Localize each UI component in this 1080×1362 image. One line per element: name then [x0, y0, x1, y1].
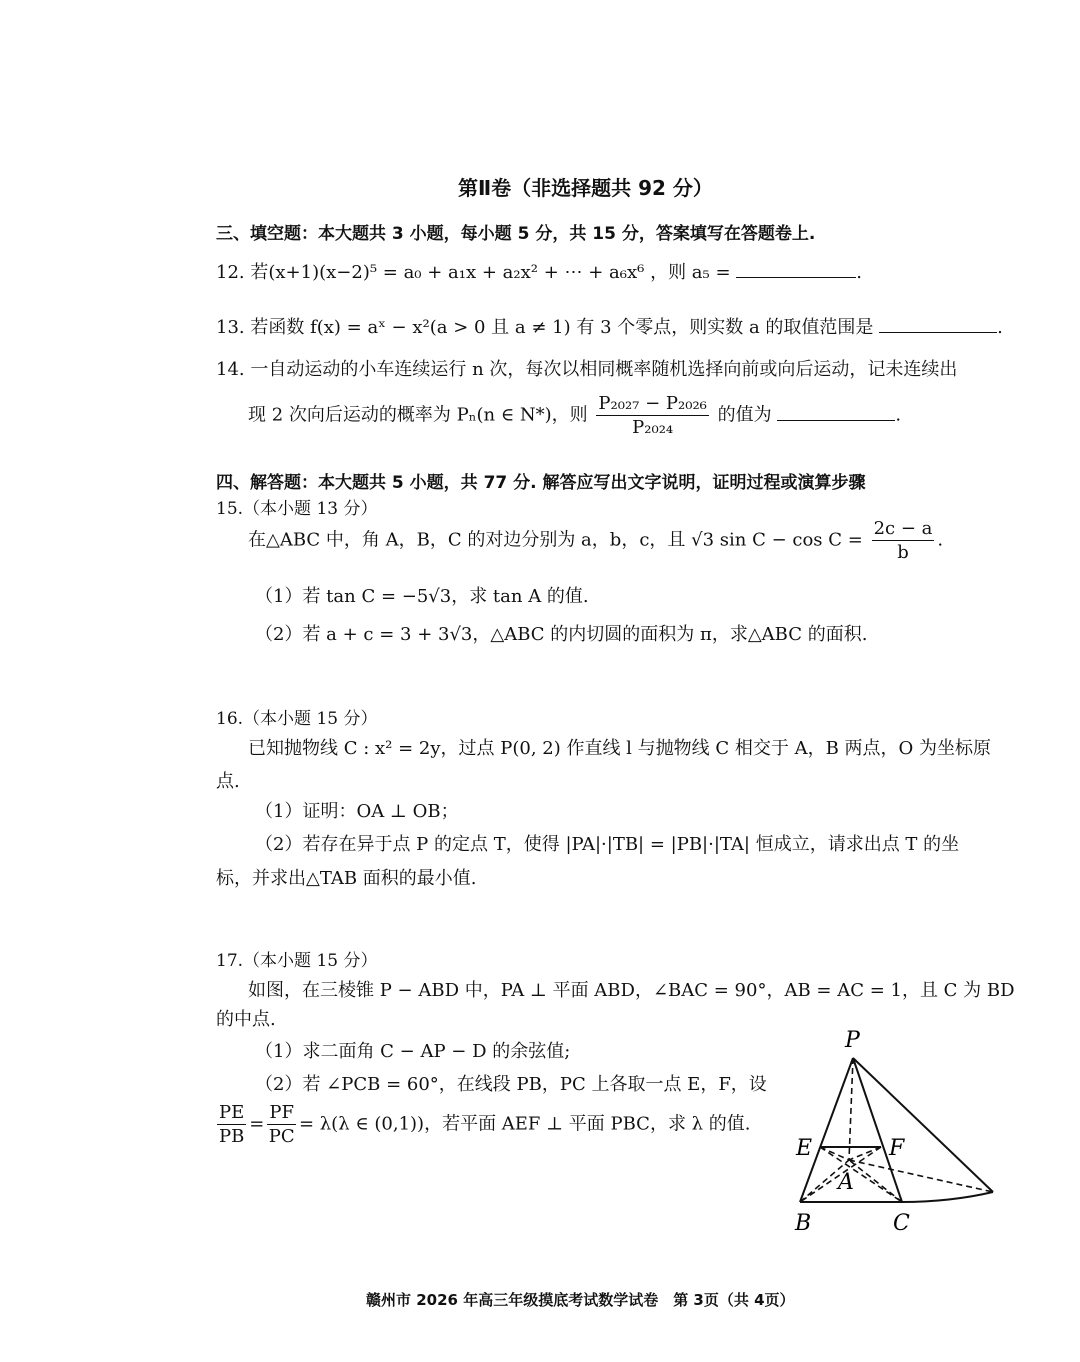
q16-part2-a: （2）若存在异于点 P 的定点 T，使得 |PA|·|TB| = |PB|·|TA| 恒成立，请求出点 T 的坐 — [255, 834, 960, 855]
q15-stem — [248, 518, 943, 563]
q12-number: 12. — [216, 262, 245, 283]
q17-frac1-den: PB — [218, 1126, 245, 1147]
section-4-header: 四、解答题：本大题共 5 小题，共 77 分. 解答应写出文字说明，证明过程或演算步骤 — [216, 473, 866, 493]
q17-fraction-pe-pb — [217, 1102, 246, 1147]
q17-part2-rest: = λ(λ ∈ (0,1))，若平面 AEF ⊥ 平面 PBC，求 λ 的值. — [298, 1113, 751, 1135]
page-footer: 赣州市 2026 年高三年级摸底考试数学试卷 第 3页（共 4页） — [366, 1291, 795, 1309]
label-B: B — [795, 1211, 812, 1236]
q17-part2-b — [214, 1102, 751, 1147]
q16-stem-2: 点. — [216, 771, 240, 792]
q13-number: 13. — [216, 317, 245, 338]
q17-fraction-pf-pc — [267, 1102, 296, 1147]
q12-end: . — [856, 262, 863, 283]
edge-AD — [849, 1160, 993, 1192]
q15-stem-end: . — [937, 529, 944, 551]
q17-equals: = — [249, 1113, 265, 1135]
q14-frac-den: P₂₀₂₄ — [632, 417, 674, 438]
q17-stem-1: 如图，在三棱锥 P − ABD 中，PA ⊥ 平面 ABD，∠BAC = 90°，AB = AC = 1，且 C 为 BD — [248, 980, 1015, 1001]
q15-part1: （1）若 tan C = −5√3，求 tan A 的值. — [255, 586, 589, 607]
q14-line1: 一自动运动的小车连续运行 n 次，每次以相同概率随机选择向前或向后运动，记未连续出 — [250, 359, 958, 380]
q14-line2-post: 的值为 — [717, 404, 772, 426]
q15-head: 15.（本小题 13 分） — [216, 499, 378, 519]
question-14-line2 — [248, 393, 901, 438]
q17-frac2-den: PC — [268, 1126, 295, 1147]
page-title: 第Ⅱ卷（非选择题共 92 分） — [458, 176, 713, 200]
q17-head: 17.（本小题 15 分） — [216, 951, 378, 971]
q15-frac-num: 2c − a — [873, 518, 933, 539]
edge-PD — [853, 1058, 993, 1192]
label-P: P — [845, 1028, 860, 1053]
q12-answer-blank[interactable] — [736, 277, 856, 278]
tetrahedron-figure — [780, 1015, 1010, 1245]
question-14-line1 — [216, 355, 957, 381]
q17-frac1-num: PE — [219, 1102, 245, 1123]
q17-frac2-num: PF — [269, 1102, 294, 1123]
q16-part2-b: 标，并求出△TAB 面积的最小值. — [216, 868, 477, 889]
q14-number: 14. — [216, 359, 245, 380]
q14-end: . — [895, 404, 902, 426]
question-12 — [216, 258, 862, 284]
q13-answer-blank[interactable] — [879, 332, 997, 333]
q16-stem-1: 已知抛物线 C : x² = 2y，过点 P(0, 2) 作直线 l 与抛物线 C 相交于 A，B 两点，O 为坐标原 — [248, 738, 992, 759]
q14-line2-pre: 现 2 次向后运动的概率为 Pₙ(n ∈ N*)，则 — [248, 404, 588, 426]
label-A: A — [838, 1170, 854, 1195]
q17-stem-2: 的中点. — [216, 1009, 276, 1030]
q15-fraction — [872, 518, 935, 563]
q14-answer-blank[interactable] — [777, 420, 895, 421]
q16-part1: （1）证明：OA ⊥ OB； — [255, 801, 459, 822]
q15-part2: （2）若 a + c = 3 + 3√3，△ABC 的内切圆的面积为 π，求△ABC 的面积. — [255, 624, 868, 645]
q12-text: 若(x+1)(x−2)⁵ = a₀ + a₁x + a₂x² + ⋯ + a₆x⁶ ，则 a₅ = — [250, 262, 731, 283]
question-13 — [216, 313, 1003, 339]
q17-part1: （1）求二面角 C − AP − D 的余弦值; — [255, 1041, 571, 1062]
q17-part2-a: （2）若 ∠PCB = 60°，在线段 PB，PC 上各取一点 E，F，设 — [255, 1074, 767, 1095]
q15-frac-den: b — [897, 542, 909, 563]
q13-text: 若函数 f(x) = aˣ − x²(a > 0 且 a ≠ 1) 有 3 个零点，则实数 a 的取值范围是 — [250, 317, 874, 338]
q13-end: . — [997, 317, 1003, 338]
edge-CD — [902, 1192, 993, 1202]
segment-AE — [820, 1147, 849, 1160]
q14-frac-num: P₂₀₂₇ − P₂₀₂₆ — [598, 393, 707, 414]
label-E: E — [796, 1136, 813, 1161]
section-3-header: 三、填空题：本大题共 3 小题，每小题 5 分，共 15 分，答案填写在答题卷上. — [216, 224, 816, 244]
q16-head: 16.（本小题 15 分） — [216, 709, 378, 729]
q15-stem-pre: 在△ABC 中，角 A，B，C 的对边分别为 a，b，c，且 √3 sin C − cos C = — [248, 529, 863, 551]
label-F: F — [889, 1136, 905, 1161]
edge-PC — [853, 1058, 902, 1202]
q14-fraction — [596, 393, 708, 438]
edge-PA — [849, 1058, 853, 1160]
label-C: C — [893, 1211, 910, 1236]
segment-AF — [849, 1147, 881, 1160]
